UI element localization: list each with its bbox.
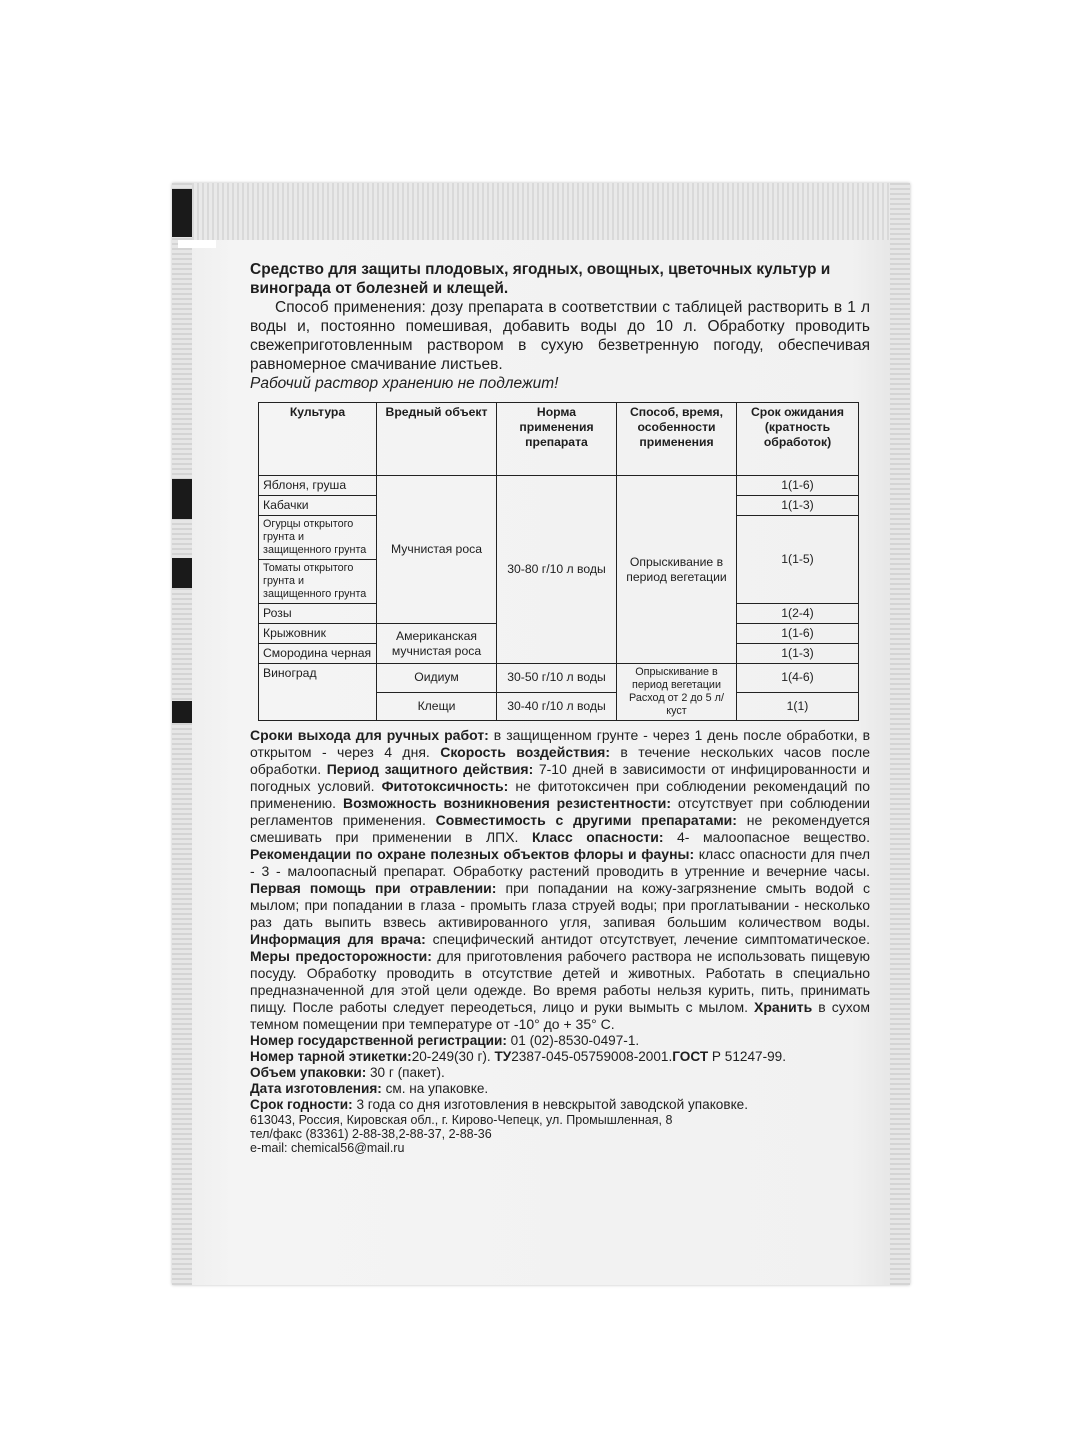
crop-cell: Томаты открытого грунта и защищенного грунта: [259, 560, 377, 604]
product-heading: Средство для защиты плодовых, ягодных, овощных, цветочных культур и винограда от болезней и клещей.: [250, 261, 831, 297]
print-registration-mark: [172, 558, 192, 588]
table-header-row: [259, 403, 859, 476]
pest-cell: Оидиум: [377, 664, 497, 693]
crop-cell: Виноград: [259, 664, 377, 721]
pest-cell: Клещи: [377, 692, 497, 721]
manufacturer-phone: тел/факс (83361) 2-88-38,2-88-37, 2-88-36: [250, 1127, 492, 1141]
right-seal-strip: [890, 183, 910, 1285]
left-seal-strip: [172, 183, 192, 1285]
method-cell: Опрыскивание в период вегетации Расход от 2 до 5 л/куст: [617, 664, 737, 721]
package-volume: Объем упаковки: 30 г (пакет).: [250, 1065, 445, 1080]
crop-cell: Огурцы открытого грунта и защищенного грунта: [259, 516, 377, 560]
wait-cell: 1(2-4): [737, 604, 859, 624]
crop-cell: Яблоня, груша: [259, 476, 377, 496]
registration-number: Номер государственной регистрации: 01 (02)-8530-0497-1.: [250, 1033, 640, 1048]
storage-warning: Рабочий раствор хранению не подлежит!: [250, 375, 559, 392]
pest-cell: Американская мучнистая роса: [377, 624, 497, 664]
manufacture-date: Дата изготовления: см. на упаковке.: [250, 1081, 489, 1096]
crop-cell: Крыжовник: [259, 624, 377, 644]
column-header: Культура: [259, 403, 377, 476]
table-row: [259, 664, 859, 693]
safety-information: Сроки выхода для ручных работ: в защищенном грунте - через 1 день после обработки, в открытом - через 4 дня. Скорость воздействия: в течение нескольких часов после обработки. Период защитного действия: 7-10 дней в зависимости от инфицированности и погодных условий. Фитотоксичность: не фитотоксичен при соблюдении рекомендаций по применению. Возможность возникновения резистентности: отсутствует при соблюдении регламентов применения. Совместимость с другими препаратами: не рекомендуется смешивать при применении в ЛПХ. Класс опасности: 4- малоопасное вещество. Рекомендации по охране полезных объектов флоры и фауны: класс опасности для пчел - 3 - малоопасный препарат. Обработку растений проводить в утренние и вечерние часы. Первая помощь при отравлении: при попадании на кожу-загрязнение смыть водой с мылом; при попадании в глаза - промыть глаза струей воды; при проглатывании - несколько раз дать выпить взвесь активированного угля, запивая большим количеством воды. Информация для врача: специфический антидот отсутствует, лечение симптоматическое. Меры предосторожности: для приготовления рабочего раствора не использовать пищевую посуду. Обработку проводить в отсутствие детей и животных. Работать в специально предназначенной для этой цели одежде. Во время работы нельзя курить, пить, принимать пищу. После работы следует переодеться, лицо и руки вымыть с мылом. Хранить в сухом темном помещении при температуре от -10° до + 35° С.: [250, 727, 871, 1032]
wait-cell: 1(1-3): [737, 644, 859, 664]
wait-cell: 1(1-3): [737, 496, 859, 516]
crop-cell: Розы: [259, 604, 377, 624]
application-table: [258, 402, 859, 721]
table-row: [259, 476, 859, 496]
column-header: Норма применения препарата: [497, 403, 617, 476]
application-method: Способ применения: дозу препарата в соответствии с таблицей растворить в 1 л воды и, постоянно помешивая, добавить воды до 10 л. Обработку проводить свежеприготовленным раствором в сухую безветренную погоду, обеспечивая равномерное смачивание листьев.: [250, 299, 870, 373]
shelf-life: Срок годности: 3 года со дня изготовления в невскрытой заводской упаковке.: [250, 1097, 749, 1112]
print-registration-mark: [172, 701, 192, 723]
manufacturer-address: 613043, Россия, Кировская обл., г. Кирово-Чепецк, ул. Промышленная, 8: [250, 1113, 673, 1127]
column-header: Способ, время, особенности применения: [617, 403, 737, 476]
method-cell: Опрыскивание в период вегетации: [617, 476, 737, 664]
rate-cell: 30-40 г/10 л воды: [497, 692, 617, 721]
wait-cell: 1(4-6): [737, 664, 859, 693]
print-registration-mark: [172, 189, 192, 237]
manufacturer-email: e-mail: chemical56@mail.ru: [250, 1141, 405, 1155]
column-header: Вредный объект: [377, 403, 497, 476]
label-number: Номер тарной этикетки:20-249(30 г). ТУ2387-045-05759008-2001.ГОСТ Р 51247-99.: [250, 1049, 787, 1064]
tear-notch: [178, 240, 216, 248]
column-header: Срок ожидания (кратность обработок): [737, 403, 859, 476]
pest-cell: Мучнистая роса: [377, 476, 497, 624]
wait-cell: 1(1-6): [737, 624, 859, 644]
label-content: [250, 260, 870, 1155]
crop-cell: Кабачки: [259, 496, 377, 516]
sachet-back-label: [172, 183, 910, 1285]
print-registration-mark: [172, 479, 192, 519]
wait-cell: 1(1-5): [737, 516, 859, 604]
wait-cell: 1(1): [737, 692, 859, 721]
crop-cell: Смородина черная: [259, 644, 377, 664]
rate-cell: 30-50 г/10 л воды: [497, 664, 617, 693]
top-seal-strip: [172, 183, 910, 240]
wait-cell: 1(1-6): [737, 476, 859, 496]
rate-cell: 30-80 г/10 л воды: [497, 476, 617, 664]
